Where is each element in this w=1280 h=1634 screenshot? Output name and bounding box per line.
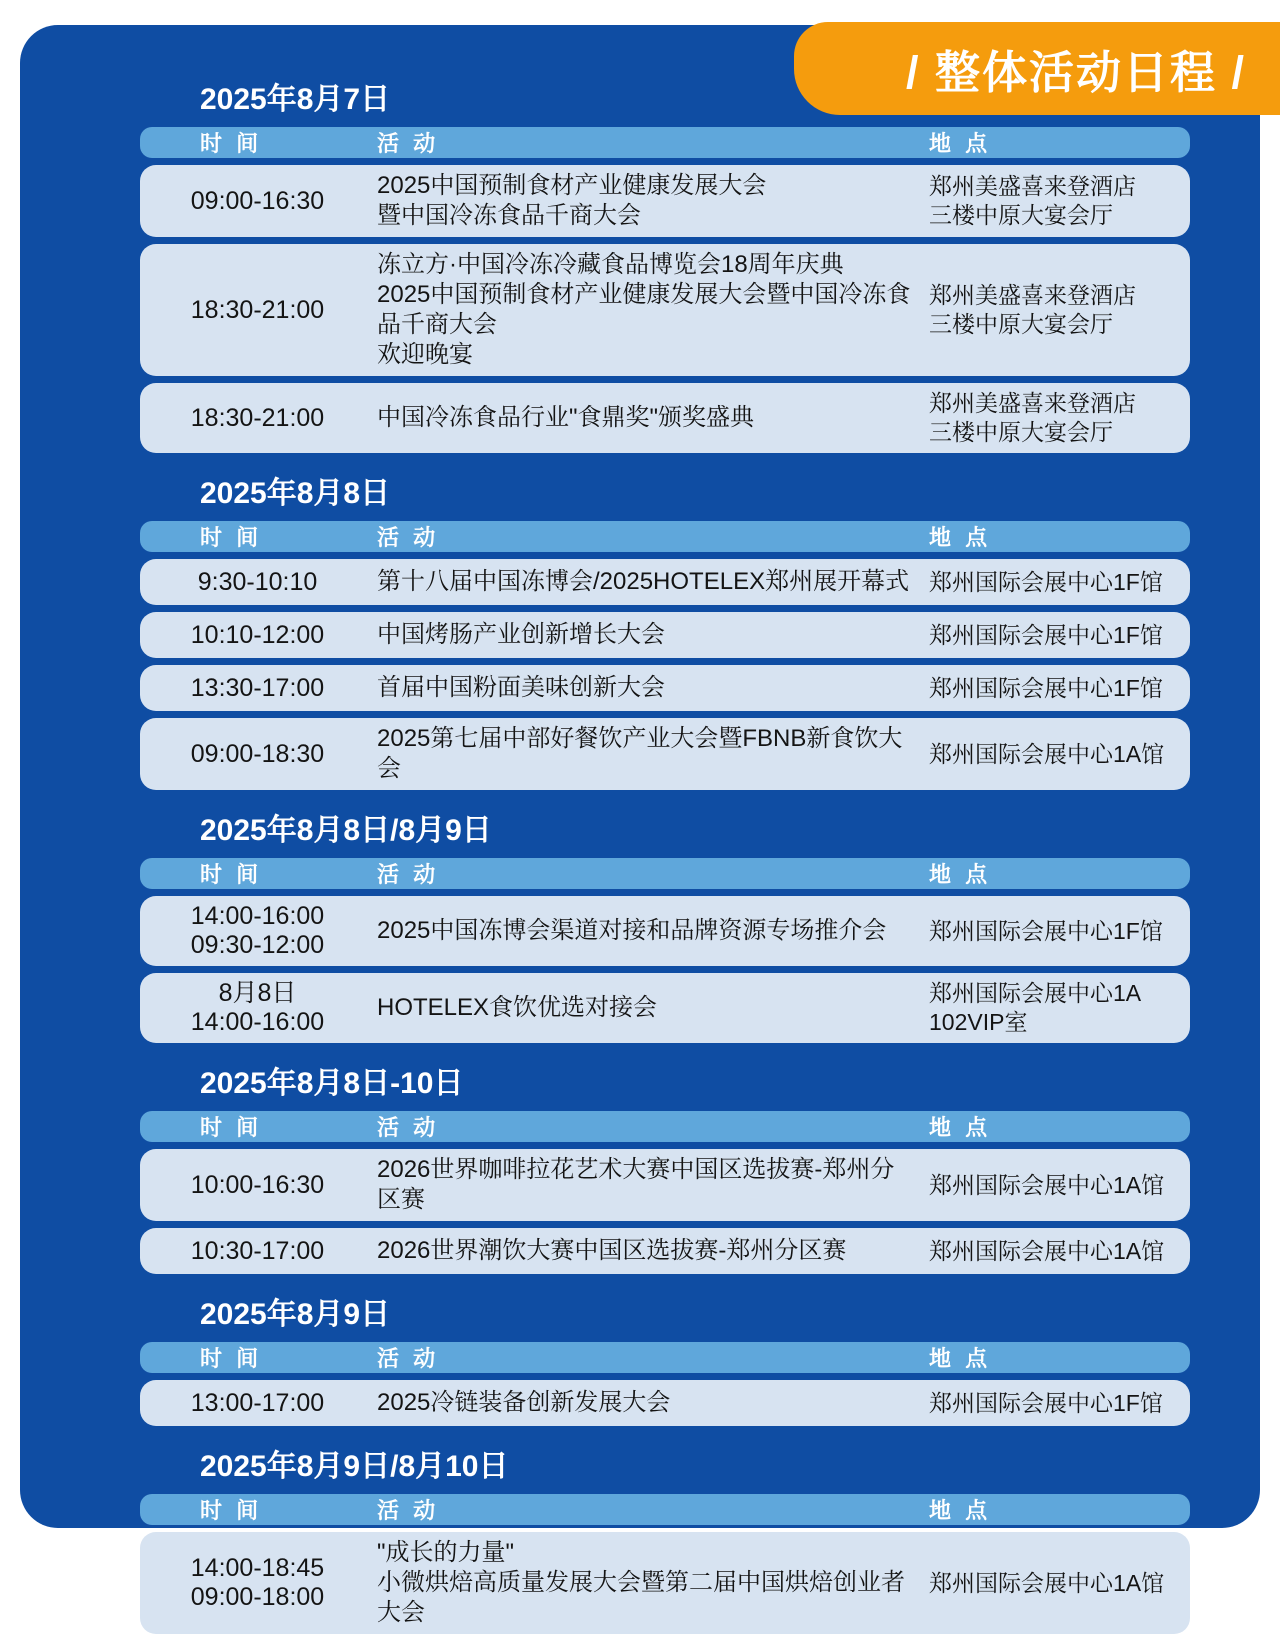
location-line: 郑州国际会展中心1F馆 xyxy=(929,674,1163,701)
table-row xyxy=(140,1228,1190,1274)
activity-line: 2026世界咖啡拉花艺术大赛中国区选拔赛-郑州分区赛 xyxy=(377,1156,895,1213)
location-line: 郑州国际会展中心1F馆 xyxy=(929,1389,1163,1416)
column-header-location: 地 点 xyxy=(929,525,988,550)
location-cell xyxy=(925,1171,1190,1200)
location-cell xyxy=(925,281,1190,339)
location-cell xyxy=(925,1569,1190,1598)
time-line: 09:30-12:00 xyxy=(190,931,325,959)
activity-line: 首届中国粉面美味创新大会 xyxy=(377,674,665,701)
time-line: 10:30-17:00 xyxy=(190,1236,325,1265)
activity-line: 2026世界潮饮大赛中国区选拔赛-郑州分区赛 xyxy=(377,1237,847,1264)
activity-cell xyxy=(375,1155,925,1215)
time-cell xyxy=(140,1171,375,1200)
schedule-section xyxy=(140,83,1190,453)
schedule-section xyxy=(140,1450,1190,1634)
time-line: 13:30-17:00 xyxy=(190,673,325,702)
activity-line: 2025冷链装备创新发展大会 xyxy=(377,1389,671,1416)
schedule-section xyxy=(140,814,1190,1043)
location-cell xyxy=(925,674,1190,703)
column-header-time: 时 间 xyxy=(200,1346,259,1371)
time-line: 10:00-16:30 xyxy=(190,1170,325,1199)
time-line: 14:00-16:00 xyxy=(190,902,325,930)
activity-line: 中国冷冻食品行业"食鼎奖"颁奖盛典 xyxy=(377,404,755,431)
location-cell xyxy=(925,1237,1190,1266)
activity-cell xyxy=(375,673,925,703)
column-header-time: 时 间 xyxy=(200,131,259,156)
header-banner xyxy=(794,22,1280,115)
table-header-row xyxy=(140,1494,1190,1525)
section-date-heading: 2025年8月8日/8月9日 xyxy=(200,814,492,847)
time-cell xyxy=(140,1554,375,1612)
column-header-location: 地 点 xyxy=(929,1346,988,1371)
activity-cell xyxy=(375,916,925,946)
location-line: 郑州国际会展中心1A馆 xyxy=(929,1237,1165,1264)
time-line: 9:30-10:10 xyxy=(197,567,318,596)
table-row xyxy=(140,973,1190,1043)
table-header-row xyxy=(140,521,1190,552)
activity-line: HOTELEX食饮优选对接会 xyxy=(377,994,658,1021)
location-cell xyxy=(925,621,1190,650)
section-date-heading: 2025年8月8日-10日 xyxy=(200,1067,464,1100)
column-header-activity: 活 动 xyxy=(377,1115,436,1140)
activity-line: "成长的力量" xyxy=(377,1539,515,1566)
location-cell xyxy=(925,979,1190,1037)
time-cell xyxy=(140,1389,375,1418)
schedule-section xyxy=(140,1067,1190,1274)
column-header-location: 地 点 xyxy=(929,131,988,156)
location-line: 三楼中原大宴会厅 xyxy=(929,202,1113,228)
section-date-heading: 2025年8月9日/8月10日 xyxy=(200,1450,509,1483)
activity-line: 中国烤肠产业创新增长大会 xyxy=(377,621,665,648)
time-cell xyxy=(140,621,375,650)
column-header-activity: 活 动 xyxy=(377,131,436,156)
time-line: 09:00-18:00 xyxy=(190,1583,325,1611)
column-header-location: 地 点 xyxy=(929,1498,988,1523)
time-cell xyxy=(140,979,375,1037)
table-row xyxy=(140,559,1190,605)
column-header-activity: 活 动 xyxy=(377,1346,436,1371)
section-date-heading: 2025年8月9日 xyxy=(200,1298,391,1331)
section-date-heading: 2025年8月8日 xyxy=(200,477,391,510)
location-cell xyxy=(925,1389,1190,1418)
table-row xyxy=(140,1380,1190,1426)
location-line: 郑州美盛喜来登酒店 xyxy=(929,282,1136,308)
time-cell xyxy=(140,296,375,325)
page-title: / 整体活动日程 / xyxy=(905,47,1246,98)
activity-line: 冻立方·中国冷冻冷藏食品博览会18周年庆典 xyxy=(377,251,844,278)
time-line: 09:00-16:30 xyxy=(190,186,325,215)
schedule-card xyxy=(20,25,1260,1626)
activity-cell xyxy=(375,1236,925,1266)
location-line: 郑州国际会展中心1F馆 xyxy=(929,917,1163,944)
time-cell xyxy=(140,568,375,597)
time-line: 8月8日 xyxy=(218,979,297,1007)
location-line: 郑州国际会展中心1F馆 xyxy=(929,621,1163,648)
table-row xyxy=(140,244,1190,376)
column-header-time: 时 间 xyxy=(200,862,259,887)
column-header-time: 时 间 xyxy=(200,1115,259,1140)
location-line: 郑州国际会展中心1A馆 xyxy=(929,740,1165,767)
activity-cell xyxy=(375,567,925,597)
column-header-location: 地 点 xyxy=(929,1115,988,1140)
table-row xyxy=(140,165,1190,237)
column-header-activity: 活 动 xyxy=(377,1498,436,1523)
time-line: 18:30-21:00 xyxy=(190,403,325,432)
time-cell xyxy=(140,902,375,960)
activity-line: 第十八届中国冻博会/2025HOTELEX郑州展开幕式 xyxy=(377,568,910,595)
activity-line: 欢迎晚宴 xyxy=(377,341,473,368)
column-header-time: 时 间 xyxy=(200,525,259,550)
table-header-row xyxy=(140,858,1190,889)
table-row xyxy=(140,383,1190,453)
time-line: 09:00-18:30 xyxy=(190,739,325,768)
activity-line: 暨中国冷冻食品千商大会 xyxy=(377,202,641,229)
location-cell xyxy=(925,172,1190,230)
time-line: 10:10-12:00 xyxy=(190,620,325,649)
location-cell xyxy=(925,740,1190,769)
activity-cell xyxy=(375,1538,925,1628)
time-cell xyxy=(140,740,375,769)
location-line: 郑州国际会展中心1A 102VIP室 xyxy=(929,980,1140,1035)
location-cell xyxy=(925,917,1190,946)
time-line: 18:30-21:00 xyxy=(190,295,325,324)
time-line: 14:00-16:00 xyxy=(190,1008,325,1036)
column-header-activity: 活 动 xyxy=(377,525,436,550)
location-line: 郑州国际会展中心1A馆 xyxy=(929,1171,1165,1198)
time-line: 14:00-18:45 xyxy=(190,1554,325,1582)
time-line: 13:00-17:00 xyxy=(190,1388,325,1417)
schedule-section xyxy=(140,477,1190,790)
table-row xyxy=(140,1149,1190,1221)
location-cell xyxy=(925,389,1190,447)
location-line: 三楼中原大宴会厅 xyxy=(929,419,1113,445)
activity-cell xyxy=(375,724,925,784)
location-line: 郑州美盛喜来登酒店 xyxy=(929,173,1136,199)
time-cell xyxy=(140,674,375,703)
time-cell xyxy=(140,187,375,216)
activity-line: 2025中国预制食材产业健康发展大会 xyxy=(377,172,767,199)
table-header-row xyxy=(140,127,1190,158)
location-line: 郑州美盛喜来登酒店 xyxy=(929,390,1136,416)
column-header-activity: 活 动 xyxy=(377,862,436,887)
location-line: 郑州国际会展中心1F馆 xyxy=(929,568,1163,595)
activity-line: 2025中国预制食材产业健康发展大会暨中国冷冻食品千商大会 xyxy=(377,281,911,338)
activity-line: 2025第七届中部好餐饮产业大会暨FBNB新食饮大会 xyxy=(377,725,903,782)
table-row xyxy=(140,665,1190,711)
activity-line: 小微烘焙高质量发展大会暨第二届中国烘焙创业者大会 xyxy=(377,1569,905,1626)
activity-cell xyxy=(375,250,925,370)
activity-cell xyxy=(375,993,925,1023)
table-row xyxy=(140,896,1190,966)
schedule-section xyxy=(140,1298,1190,1426)
activity-cell xyxy=(375,620,925,650)
sections-container xyxy=(140,83,1190,1634)
table-row xyxy=(140,612,1190,658)
activity-cell xyxy=(375,403,925,433)
section-date-heading: 2025年8月7日 xyxy=(200,83,391,116)
table-header-row xyxy=(140,1111,1190,1142)
time-cell xyxy=(140,404,375,433)
activity-line: 2025中国冻博会渠道对接和品牌资源专场推介会 xyxy=(377,917,887,944)
table-row xyxy=(140,1532,1190,1634)
location-cell xyxy=(925,568,1190,597)
column-header-location: 地 点 xyxy=(929,862,988,887)
location-line: 三楼中原大宴会厅 xyxy=(929,311,1113,337)
table-row xyxy=(140,718,1190,790)
location-line: 郑州国际会展中心1A馆 xyxy=(929,1569,1165,1596)
table-header-row xyxy=(140,1342,1190,1373)
time-cell xyxy=(140,1237,375,1266)
column-header-time: 时 间 xyxy=(200,1498,259,1523)
activity-cell xyxy=(375,171,925,231)
activity-cell xyxy=(375,1388,925,1418)
